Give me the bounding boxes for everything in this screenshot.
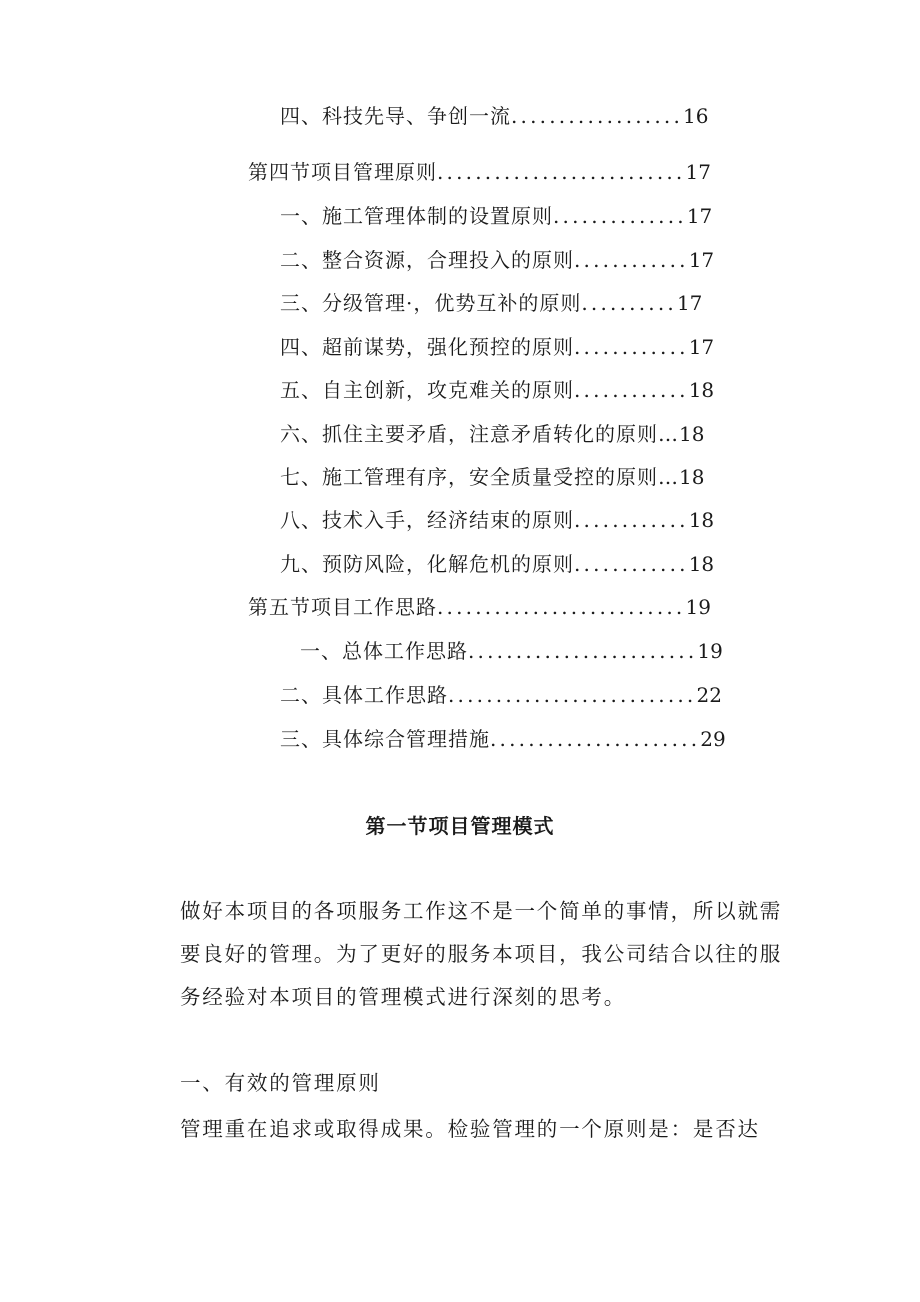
body-paragraph: 管理重在追求或取得成果。检验管理的一个原则是：是否达	[180, 1117, 760, 1141]
toc-entry[interactable]	[280, 246, 714, 274]
toc-entry-page: 17	[688, 335, 715, 359]
toc-entry-page: 29	[700, 727, 726, 751]
toc-entry-title: 三、分级管理·，优势互补的原则	[280, 291, 582, 315]
toc-entry-title: 第五节项目工作思路	[248, 595, 437, 619]
toc-entry-page: 18	[679, 422, 705, 446]
toc-entry-page: 17	[688, 248, 715, 272]
toc-entry[interactable]	[280, 550, 714, 578]
toc-entry-leader: ........................	[468, 639, 698, 663]
toc-entry-leader: ............	[574, 378, 689, 402]
toc-entry-page: 19	[697, 639, 723, 663]
toc-entry[interactable]	[248, 593, 711, 621]
toc-entry-title: 三、具体综合管理措施	[280, 727, 490, 751]
toc-entry-title: 九、预防风险，化解危机的原则	[280, 552, 574, 576]
toc-entry-title: 一、施工管理体制的设置原则	[280, 204, 553, 228]
toc-entry[interactable]	[280, 506, 714, 534]
toc-entry-leader: ............	[574, 508, 689, 532]
toc-entry-title: 五、自主创新，攻克难关的原则	[280, 378, 574, 402]
toc-entry-leader: ..................	[511, 104, 684, 128]
toc-entry-title: 一、总体工作思路	[300, 639, 468, 663]
toc-entry-page: 17	[685, 160, 711, 184]
toc-entry-page: 18	[688, 508, 715, 532]
toc-entry-leader: ..........................	[448, 683, 697, 707]
toc-entry[interactable]	[280, 725, 726, 753]
toc-entry-title: 二、整合资源，合理投入的原则	[280, 248, 574, 272]
toc-entry-title: 七、施工管理有序，安全质量受控的原则…	[280, 465, 679, 489]
toc-entry-leader: ............	[574, 335, 689, 359]
toc-entry-leader: ..........	[581, 291, 677, 315]
toc-entry-title: 六、抓住主要矛盾，注意矛盾转化的原则…	[280, 422, 679, 446]
toc-entry-title: 二、具体工作思路	[280, 683, 448, 707]
toc-entry[interactable]	[280, 202, 712, 230]
toc-entry-page: 22	[696, 683, 722, 707]
toc-entry-page: 17	[676, 291, 703, 315]
toc-entry-title: 八、技术入手，经济结束的原则	[280, 508, 574, 532]
toc-entry[interactable]	[280, 333, 714, 361]
body-paragraph: 做好本项目的各项服务工作这不是一个简单的事情，所以就需要良好的管理。为了更好的服务本项目，我公司结合以往的服务经验对本项目的管理模式进行深刻的思考。	[180, 899, 783, 1009]
toc-entry-leader: ..........................	[437, 595, 686, 619]
toc-entry[interactable]	[280, 376, 714, 404]
toc-entry-leader: ..........................	[437, 160, 686, 184]
toc-entry[interactable]	[280, 681, 722, 709]
toc-entry-page: 16	[683, 104, 709, 128]
toc-entry-leader: ............	[574, 552, 689, 576]
toc-entry-leader: ......................	[490, 727, 701, 751]
toc-entry-title: 第四节项目管理原则	[248, 160, 437, 184]
toc-entry-page: 18	[679, 465, 705, 489]
toc-entry[interactable]	[280, 289, 702, 317]
toc-entry-title: 四、科技先导、争创一流	[280, 104, 511, 128]
toc-entry[interactable]	[300, 637, 723, 665]
toc-entry[interactable]	[248, 158, 711, 186]
toc-entry[interactable]	[280, 102, 709, 130]
toc-entry[interactable]	[280, 463, 704, 491]
toc-entry-page: 19	[685, 595, 711, 619]
toc-entry[interactable]	[280, 420, 704, 448]
toc-entry-page: 18	[688, 378, 715, 402]
section-heading: 第一节项目管理模式	[365, 814, 555, 838]
sub-heading: 一、有效的管理原则	[180, 1071, 381, 1095]
toc-entry-title: 四、超前谋势，强化预控的原则	[280, 335, 574, 359]
toc-entry-leader: ............	[574, 248, 689, 272]
toc-entry-leader: ..............	[553, 204, 687, 228]
toc-entry-page: 17	[686, 204, 713, 228]
toc-entry-page: 18	[688, 552, 715, 576]
